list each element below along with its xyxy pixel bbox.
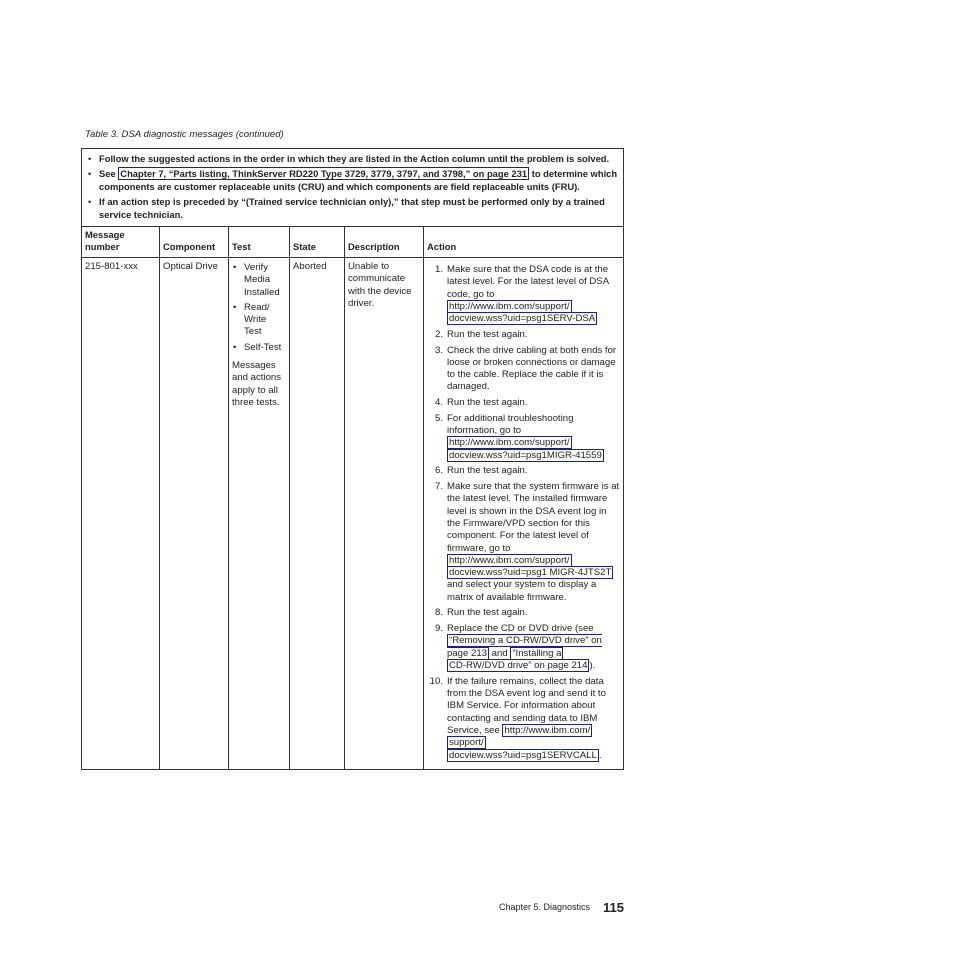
header-description: Description [344,227,423,257]
step-number: 10. [429,675,443,687]
header-component: Component [159,227,228,257]
header-action: Action [423,227,623,257]
cell-test [228,258,289,769]
step-text-suffix: . [598,749,602,761]
note-1-text: Follow the suggested actions in the order in which they are listed in the Action column until the problem is solved. [99,153,610,164]
action-step-1 [427,264,620,325]
step-text-suffix: and select your system to display a matrix of available firmware. [447,579,597,603]
step-number: 7. [434,481,443,493]
note-2-suffix: to determine which components are customer replaceable units (CRU) and which components are field replaceable units (FRU). [99,168,618,192]
firmware-url-link-line2[interactable]: docview.wss?uid=psg1 MIGR-4JTS2T [449,567,612,579]
step-text: Make sure that the system firmware is at the latest level. The installed firmware level is shown in the DSA event log in the Firmware/VPD section for this component. For the latest level of firmware, go to [447,481,620,554]
table-notes [82,149,623,227]
test-item: • Read/ Write Test [232,302,286,339]
header-state: State [289,227,344,257]
test-item: • Verify Media Installed [232,262,286,299]
step-number: 3. [434,344,443,356]
cell-component: Optical Drive [159,258,228,769]
step-text: If the failure remains, collect the data from the DSA event log and send it to IBM Service. For information about contacting and sending data to IBM Service, see [447,675,606,736]
step-number: 5. [434,412,443,424]
step-text: Run the test again. [447,607,528,619]
step-number: 2. [434,328,443,340]
cell-state: Aborted [289,258,344,769]
step-text: Make sure that the DSA code is at the latest level. For the latest level of DSA code, go to [447,264,609,300]
note-3: • If an action step is preceded by “(Trained service technician only),” that step must be performed only by a trained service technician. [88,196,605,220]
dsa-table [81,148,624,770]
header-message-number: Message number [85,229,125,252]
step-text: For additional troubleshooting information, go to [447,412,574,437]
action-list [427,261,620,762]
step-text-suffix: ). [589,660,596,672]
step-text: Check the drive cabling at both ends for loose or broken connections or damage to the cable. Replace the cable if it is damaged. [447,344,617,393]
installing-drive-link-line1[interactable]: “Installing a [512,647,562,659]
service-url-link-line3[interactable]: docview.wss?uid=psg1SERVCALL [449,749,597,761]
step-text: Replace the CD or DVD drive (see [447,623,594,635]
removing-drive-link[interactable]: “Removing a CD-RW/DVD drive” on page 213 [447,635,602,659]
step-text: Run the test again. [447,397,528,409]
cell-message-number: 215-801-xxx [85,261,138,272]
step-number: 6. [434,465,443,477]
note-2-prefix: See [99,168,119,179]
service-url-link-line2[interactable]: support/ [449,737,484,749]
action-step-7 [427,481,620,604]
parts-listing-link[interactable]: Chapter 7, “Parts listing, ThinkServer RD220 Type 3729, 3779, 3797, and 3798,” on page 231 [120,168,528,179]
step-number: 1. [434,264,443,275]
step-text: Run the test again. [447,328,528,340]
troubleshooting-url-link-line2[interactable]: docview.wss?uid=psg1MIGR-41559 [449,449,602,461]
table-header-row [82,227,623,258]
cell-action [423,258,623,769]
page-number: 115 [603,900,624,915]
test-note: Messages and actions apply to all three tests. [232,360,282,408]
test-list [232,262,286,354]
note-1: • Follow the suggested actions in the order in which they are listed in the Action column until the problem is solved. [88,153,610,164]
installing-drive-link-line2[interactable]: CD-RW/DVD drive” on page 214 [449,660,588,672]
action-step-4 [427,397,620,409]
step-number: 4. [434,397,443,409]
action-step-5 [427,413,620,462]
header-test: Test [228,227,289,257]
step-text: Run the test again. [447,465,528,477]
dsa-url-link-line1[interactable]: http://www.ibm.com/support/ [449,300,570,312]
action-step-8 [427,607,620,619]
cell-description: Unable to communicate with the device driver. [344,258,423,769]
action-step-6 [427,465,620,477]
step-number: 9. [434,623,443,635]
action-step-9 [427,623,620,672]
dsa-url-link-line2[interactable]: docview.wss?uid=psg1SERV-DSA [449,313,596,325]
test-item: • Self-Test [232,342,286,354]
service-url-link-line1[interactable]: http://www.ibm.com/ [504,724,591,736]
action-step-10 [427,676,620,762]
step-text-and: and [489,647,511,659]
note-3-text: If an action step is preceded by “(Trained service technician only),” that step must be performed only by a trained service technician. [99,196,605,220]
footer-chapter: Chapter 5. Diagnostics [499,902,591,912]
troubleshooting-url-link-line1[interactable]: http://www.ibm.com/support/ [449,437,570,449]
note-2: • See Chapter 7, “Parts listing, ThinkServer RD220 Type 3729, 3779, 3797, and 3798,” on page 231 to determine which components are customer replaceable units (CRU) and which components are field replaceable units (FRU). [88,168,618,192]
table-row [82,258,623,769]
table-caption: Table 3. DSA diagnostic messages (continued) [85,129,284,140]
action-step-2 [427,329,620,341]
step-number: 8. [434,607,443,619]
firmware-url-link-line1[interactable]: http://www.ibm.com/support/ [449,554,570,566]
action-step-3 [427,345,620,394]
